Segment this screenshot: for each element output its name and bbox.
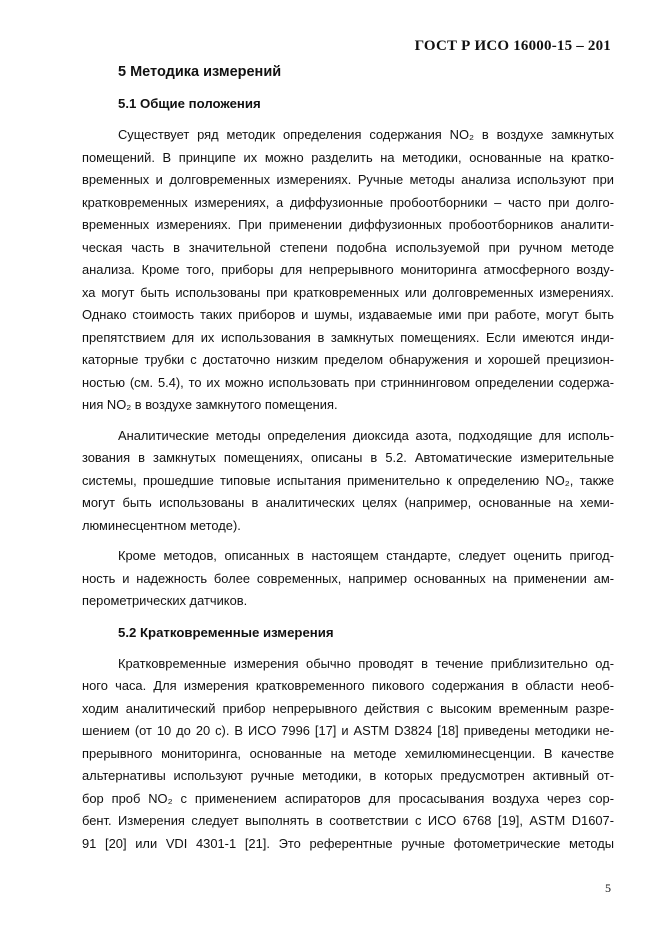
text-line: люминесцентном методе). [82,517,241,533]
section-5-1-heading: 5.1 Общие положения [118,96,261,111]
text-line: прерывного мониторинга, основанные на методе хемилюминесценции. В качестве [82,745,614,761]
text-line: ностью (см. 5.4), то их можно использовать при стриннинговом определении содержа- [82,374,614,390]
text-line: анализа. Кроме того, приборы для непрерывного мониторинга атмосферного возду- [82,262,614,277]
text-line: Аналитические методы определения диоксида азота, подходящие для исполь- [118,427,614,443]
text-line: 91 [20] или VDI 4301-1 [21]. Это референтные ручные фотометрические методы [82,835,614,851]
text-line: временных и долговременных измерениях. Ручные методы анализа используют при [82,172,614,187]
text-line: ходим аналитический прибор непрерывного действия с высоким временным разре- [82,700,614,716]
text-line: альтернативы используют ручные методики, в которых предусмотрен активный от- [82,768,614,783]
text-line: ния NO₂ в воздухе замкнутого помещения. [82,397,338,412]
text-line: могут быть использованы в аналитических целях (например, основанные на хеми- [82,495,614,510]
text-line: шением (от 10 до 20 с). В ИСО 7996 [17] и ASTM D3824 [18] приведены методики не- [82,723,614,738]
text-line: каторные трубки с достаточно низким пределом обнаружения и хорошей прецизион- [82,352,614,367]
paragraph [82,425,614,538]
standard-header: ГОСТ Р ИСО 16000-15 – 201 [414,38,611,54]
text-line: зования в замкнутых помещениях, описаны в 5.2. Автоматические измерительные [82,450,614,465]
section-5-heading: 5 Методика измерений [118,64,282,80]
text-line: ность и надежность более современных, например основанных на применении ам- [82,570,614,586]
text-line: бор проб NO₂ с применением аспираторов для просасывания воздуха через сор- [82,790,614,806]
text-line: ного часа. Для измерения кратковременного пикового содержания в области необ- [82,678,614,693]
page-number: 5 [605,881,611,895]
text-line: ха могут быть использованы при кратковременных или долговременных измерениях. [82,284,614,300]
text-line: Однако стоимость таких приборов и шумы, издаваемые ими при работе, могут быть [82,307,614,322]
paragraph [82,653,614,856]
paragraph [82,124,614,417]
text-line: кратковременных измерениях, а диффузионные пробоотборники – часто при долго- [82,194,614,210]
section-5-2-heading: 5.2 Кратковременные измерения [118,624,334,640]
text-line: временных измерениях. При применении диффузионных пробоотборников аналити- [82,217,614,232]
text-line: ческая часть в значительной степени подобна используемой при ручном методе [82,239,614,255]
paragraph [82,545,614,613]
text-line: системы, прошедшие типовые испытания применительно к определению NO₂, также [82,472,614,488]
text-line: бент. Измерения следует выполнять в соответствии с ИСО 6768 [19], ASTM D1607- [82,813,614,828]
text-line: Существует ряд методик определения содержания NO₂ в воздухе замкнутых [118,127,614,142]
text-line: Кратковременные измерения обычно проводят в течение приблизительно од- [118,655,614,671]
page-content [82,60,614,863]
text-line: препятствием для их использования в замкнутых помещениях. Если имеются инди- [82,329,614,345]
text-line: Кроме методов, описанных в настоящем стандарте, следует оценить пригод- [118,548,614,563]
text-line: помещений. В принципе их можно разделить на методики, основанные на кратко- [82,149,614,165]
text-line: перометрических датчиков. [82,593,248,608]
